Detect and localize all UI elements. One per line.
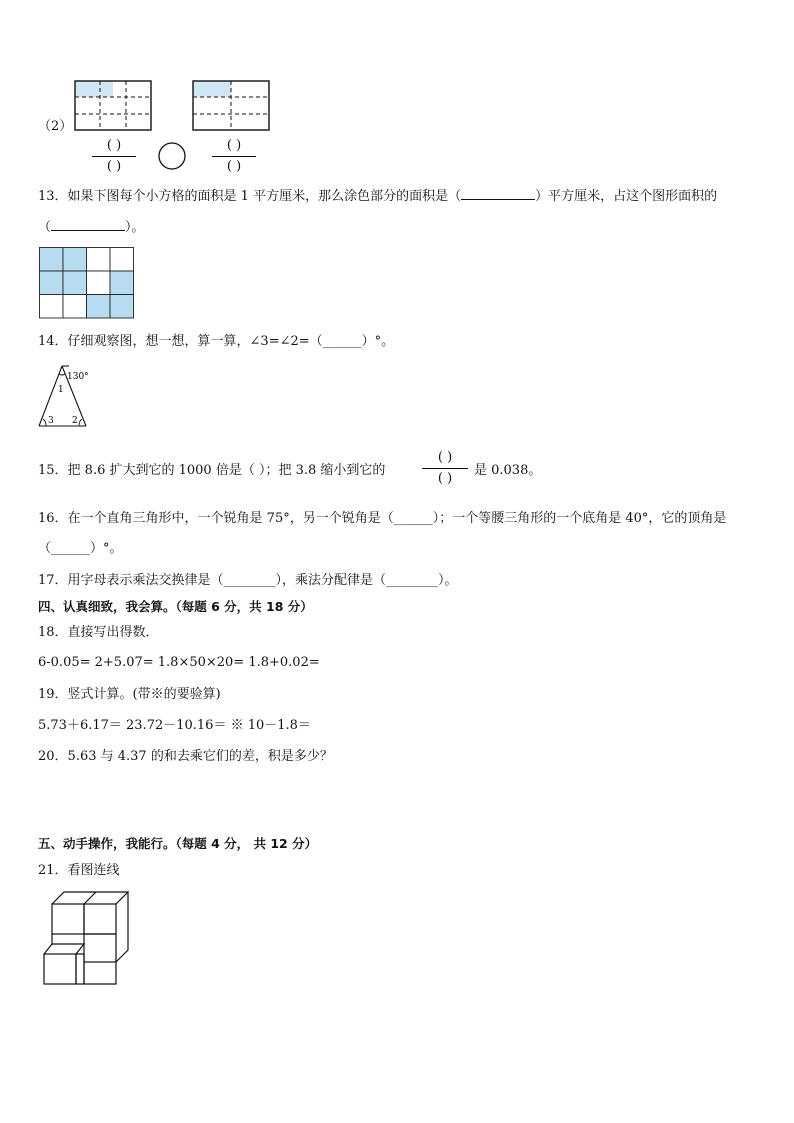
q18-title: 18．直接写出得数． <box>38 625 159 640</box>
q14-angle-1-label: 1 <box>58 385 64 395</box>
grid-cell <box>87 271 111 295</box>
q14-angle-3-label: 3 <box>48 416 54 426</box>
grid-cell-shaded <box>63 271 87 295</box>
q17-text: 17．用字母表示乘法交换律是（________），乘法分配律是（________）。 <box>38 573 458 588</box>
section5-heading: 五、动手操作，我能行。（每题 4 分， 共 12 分） <box>38 836 318 851</box>
q12-right-shaded-cell <box>193 81 231 97</box>
q12-left-shaded-cell <box>75 81 113 97</box>
q14-angle-130-label: 130° <box>67 372 89 382</box>
q15-numerator: ( ) <box>437 450 453 465</box>
q18-items: 6-0.05= 2+5.07= 1.8×50×20= 1.8+0.02= <box>38 655 320 670</box>
q12-right-numerator: ( ) <box>226 138 242 153</box>
grid-cell <box>63 295 87 319</box>
q13-line1-a: 13．如果下图每个小方格的面积是 1 平方厘米，那么涂色部分的面积是（ <box>38 189 462 204</box>
q14-triangle-figure <box>36 364 96 428</box>
q14-angle-2-label: 2 <box>72 416 78 426</box>
compare-circle-icon <box>158 142 188 172</box>
q12-left-rectangle <box>74 80 154 132</box>
q19-title: 19．竖式计算。(带※的要验算) <box>38 687 221 702</box>
q12-part-label: （2） <box>38 119 73 134</box>
q15-text-b: 是 0.038。 <box>474 463 542 478</box>
q19-items: 5.73＋6.17＝ 23.72－10.16＝ ※ 10－1.8＝ <box>38 718 311 733</box>
q15-text-a: 15．把 8.6 扩大到它的 1000 倍是（ ）；把 3.8 缩小到它的 <box>38 463 386 478</box>
q13-line2-a: （ <box>38 220 52 235</box>
grid-cell-shaded <box>40 248 64 272</box>
grid-cell <box>87 248 111 272</box>
q13-blank-1[interactable] <box>461 187 535 200</box>
q20-text: 20．5.63 与 4.37 的和去乘它们的差，积是多少？ <box>38 749 333 764</box>
q12-right-rectangle <box>192 80 272 132</box>
grid-cell-shaded <box>87 295 111 319</box>
q12-left-fraction <box>90 138 138 175</box>
grid-cell-shaded <box>63 248 87 272</box>
q13-line2-b: ）。 <box>125 220 145 235</box>
q15-denominator: ( ) <box>437 471 453 486</box>
q12-left-numerator: ( ) <box>106 138 122 153</box>
q16-line1: 16．在一个直角三角形中，一个锐角是 75°，另一个锐角是（______）；一个等腰三角形的一个底角是 40°，它的顶角是 <box>38 511 727 526</box>
q13-line1 <box>38 187 717 206</box>
q13-shaded-grid <box>39 247 135 319</box>
grid-cell-shaded <box>110 295 134 319</box>
q13-line1-b: ）平方厘米，占这个图形面积的 <box>535 189 718 204</box>
grid-cell <box>110 248 134 272</box>
q12-left-denominator: ( ) <box>106 159 122 174</box>
q21-title: 21．看图连线 <box>38 863 120 878</box>
section4-heading: 四、认真细致，我会算。（每题 6 分，共 18 分） <box>38 599 313 614</box>
q12-right-fraction <box>210 138 258 175</box>
q21-cube-stack-figure <box>40 890 132 988</box>
grid-cell-shaded <box>110 271 134 295</box>
q12-right-denominator: ( ) <box>226 159 242 174</box>
q15-fraction <box>420 450 470 487</box>
q16-line2: （______）°。 <box>38 541 123 556</box>
grid-cell-shaded <box>40 271 64 295</box>
q13-line2 <box>38 218 145 237</box>
q14-text: 14．仔细观察图，想一想，算一算，∠3=∠2=（______）°。 <box>38 334 395 349</box>
q13-blank-2[interactable] <box>51 218 125 231</box>
grid-cell <box>40 295 64 319</box>
